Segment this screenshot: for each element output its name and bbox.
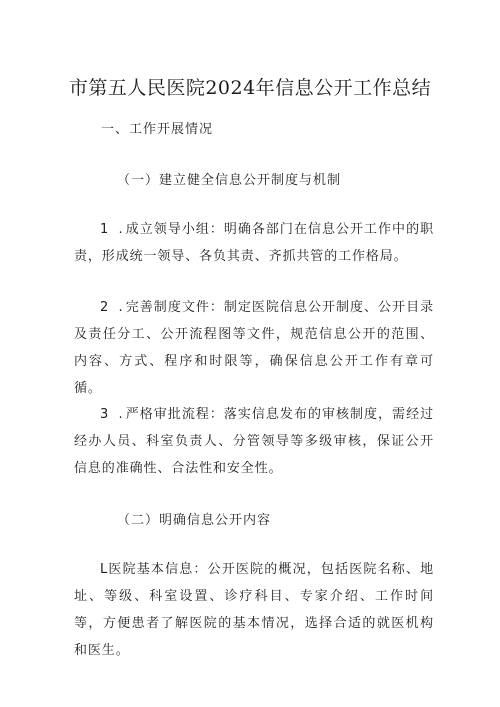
paragraph-approval-process [74, 401, 434, 482]
paragraph-text: 医院基本信息：公开医院的概况，包括医院名称、地址、等级、科室设置、诊疗科目、专家介绍、工作时间等，方便患者了解医院的基本情况，选择合适的就医机构和医生。 [74, 562, 434, 658]
paragraph-institutional-documents [74, 294, 434, 402]
section-heading-work-status: 一、工作开展情况 [101, 122, 214, 137]
subsection-heading-system-mechanism: （一）建立健全信息公开制度与机制 [117, 173, 342, 188]
paragraph-number: L [100, 562, 109, 577]
paragraph-leadership-group [74, 216, 434, 270]
paragraph-text: 成立领导小组：明确各部门在信息公开工作中的职责，形成统一领导、各负其责、齐抓共管的工作格局。 [74, 222, 434, 264]
paragraph-number: 3 . [100, 407, 126, 422]
subsection-heading-disclosure-content: （二）明确信息公开内容 [117, 513, 272, 528]
paragraph-number: 2 . [100, 300, 126, 315]
document-title: 市第五人民医院2024年信息公开工作总结 [68, 77, 432, 99]
paragraph-hospital-basic-info [74, 556, 434, 664]
paragraph-text: 完善制度文件：制定医院信息公开制度、公开目录及责任分工、公开流程图等文件，规范信息公开的范围、内容、方式、程序和时限等，确保信息公开工作有章可循。 [74, 300, 434, 396]
paragraph-text: 严格审批流程：落实信息发布的审核制度，需经过经办人员、科室负责人、分管领导等多级审核，保证公开信息的准确性、合法性和安全性。 [74, 407, 434, 476]
paragraph-number: 1 . [100, 222, 126, 237]
